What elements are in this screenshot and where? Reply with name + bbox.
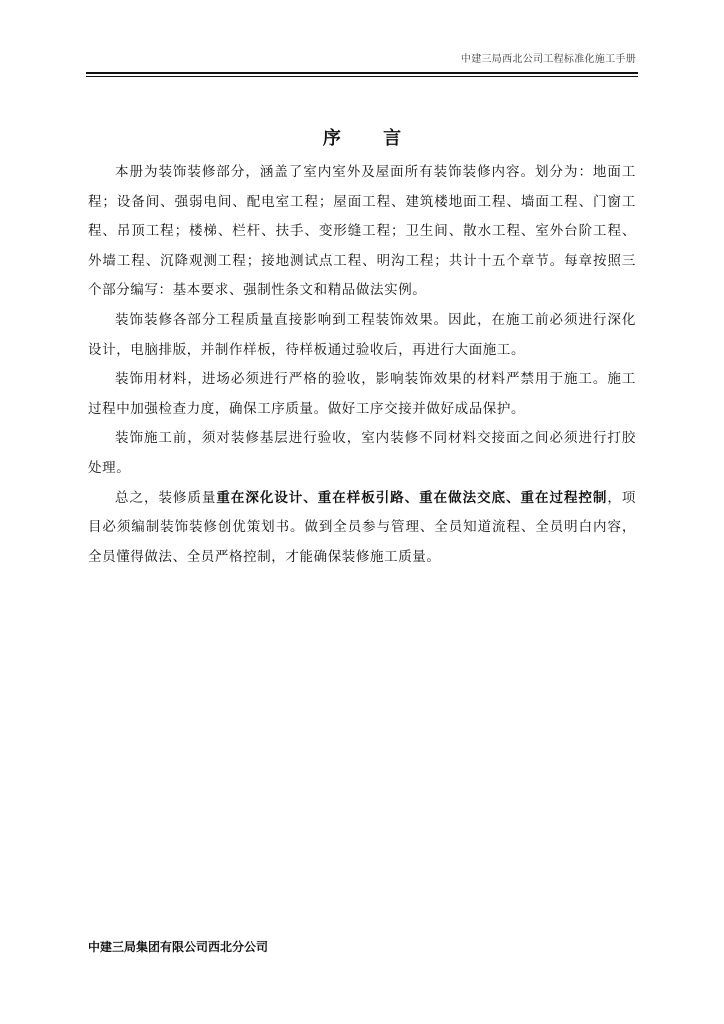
paragraph-base-inspection: 装饰施工前，须对装修基层进行验收，室内装修不同材料交接面之间必须进行打胶处理。 — [88, 430, 636, 476]
summary-lead: 总之，装修质量 — [115, 489, 217, 506]
running-header: 中建三局西北公司工程标准化施工手册 — [460, 54, 636, 65]
paragraph-summary — [88, 484, 636, 573]
page-title: 序 言 — [322, 128, 420, 149]
preface-body — [88, 158, 636, 572]
header-rule-thick — [86, 72, 638, 74]
summary-tail: ，项目必须编制装饰装修创优策划书。做到全员参与管理、全员知道流程、全员明白内容，全员懂得做法、全员严格控制，才能确保装修施工质量。 — [88, 489, 637, 565]
footer-company: 中建三局集团有限公司西北分公司 — [88, 940, 269, 954]
paragraph-scope: 本册为装饰装修部分，涵盖了室内室外及屋面所有装饰装修内容。划分为：地面工程；设备间、强弱电间、配电室工程；屋面工程、建筑楼地面工程、墙面工程、门窗工程、吊顶工程；楼梯、栏杆、扶手、变形缝工程；卫生间、散水工程、室外台阶工程、外墙工程、沉降观测工程；接地测试点工程、明沟工程；共计十五个章节。每章按照三个部分编写：基本要求、强制性条文和精品做法实例。 — [88, 164, 636, 299]
summary-emphasis: 重在深化设计、重在样板引路、重在做法交底、重在过程控制 — [216, 489, 608, 506]
paragraph-materials: 装饰用材料，进场必须进行严格的验收，影响装饰效果的材料严禁用于施工。施工过程中加强检查力度，确保工序质量。做好工序交接并做好成品保护。 — [88, 371, 636, 417]
paragraph-quality: 装饰装修各部分工程质量直接影响到工程装饰效果。因此，在施工前必须进行深化设计，电脑排版，并制作样板，待样板通过验收后，再进行大面施工。 — [88, 311, 636, 358]
header-rule-thin — [86, 76, 638, 77]
